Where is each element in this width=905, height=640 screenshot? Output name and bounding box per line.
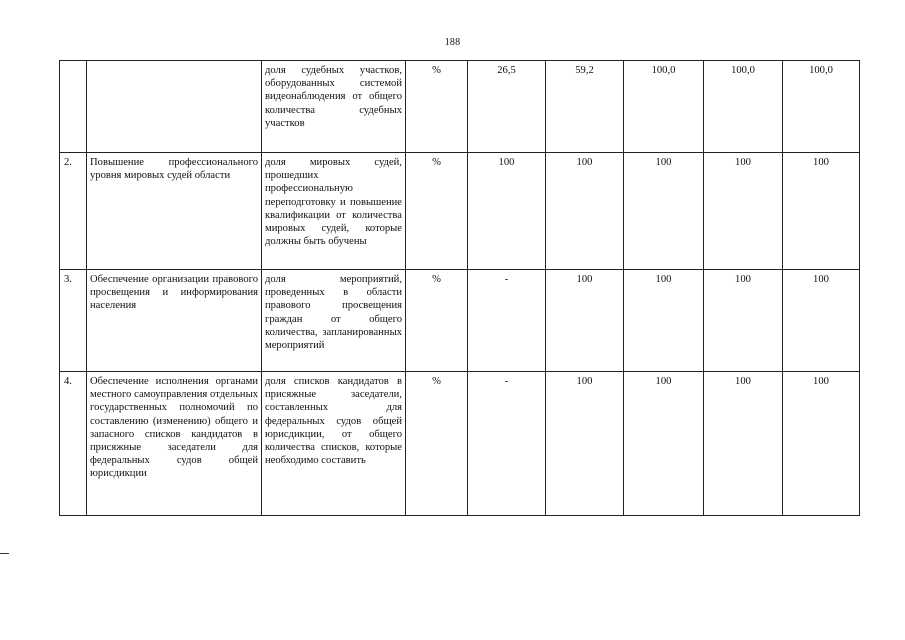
indicator-description: доля мировых судей, прошедших профессиональную переподготовку и повышение квалификации от количества мировых судей, которые должны быть обучены	[262, 153, 406, 270]
indicators-table	[59, 60, 860, 516]
page-number: 188	[444, 37, 461, 48]
table-row	[60, 153, 860, 270]
indicator-description: доля мероприятий, проведенных в области правового просвещения граждан от общего количества, запланированных мероприятий	[262, 270, 406, 372]
value-cell: 100	[704, 372, 783, 516]
value-cell: 100	[783, 372, 860, 516]
indicator-description: доля списков кандидатов в присяжные заседатели, составленных для федеральных судов общей юрисдикции, от общего количества списков, которые необходимо составить	[262, 372, 406, 516]
measure-name	[87, 61, 262, 153]
value-cell: -	[468, 372, 546, 516]
value-cell: 100	[624, 153, 704, 270]
table-row	[60, 372, 860, 516]
margin-mark	[0, 553, 9, 554]
value-cell: 100	[468, 153, 546, 270]
value-cell: 59,2	[546, 61, 624, 153]
row-number: 2.	[60, 153, 87, 270]
value-cell: 100,0	[624, 61, 704, 153]
value-cell: 26,5	[468, 61, 546, 153]
row-number: 4.	[60, 372, 87, 516]
value-cell: 100	[783, 270, 860, 372]
indicator-description: доля судебных участков, оборудованных системой видеонаблюдения от общего количества судебных участков	[262, 61, 406, 153]
value-cell: 100	[624, 372, 704, 516]
value-cell: 100,0	[704, 61, 783, 153]
value-cell: 100	[546, 153, 624, 270]
value-cell: 100	[624, 270, 704, 372]
table-row	[60, 61, 860, 153]
row-number	[60, 61, 87, 153]
unit-cell: %	[406, 372, 468, 516]
value-cell: 100	[704, 153, 783, 270]
value-cell: 100	[704, 270, 783, 372]
value-cell: 100	[546, 372, 624, 516]
measure-name: Обеспечение исполнения органами местного самоуправления отдельных государственных полномочий по составлению (изменению) общего и запасного списков кандидатов в присяжные заседатели для федеральных судов общей юрисдикции	[87, 372, 262, 516]
value-cell: 100	[783, 153, 860, 270]
value-cell: 100,0	[783, 61, 860, 153]
measure-name: Повышение профессионального уровня мировых судей области	[87, 153, 262, 270]
value-cell: -	[468, 270, 546, 372]
value-cell: 100	[546, 270, 624, 372]
unit-cell: %	[406, 153, 468, 270]
unit-cell: %	[406, 270, 468, 372]
row-number: 3.	[60, 270, 87, 372]
table-row	[60, 270, 860, 372]
measure-name: Обеспечение организации правового просвещения и информирования населения	[87, 270, 262, 372]
unit-cell: %	[406, 61, 468, 153]
